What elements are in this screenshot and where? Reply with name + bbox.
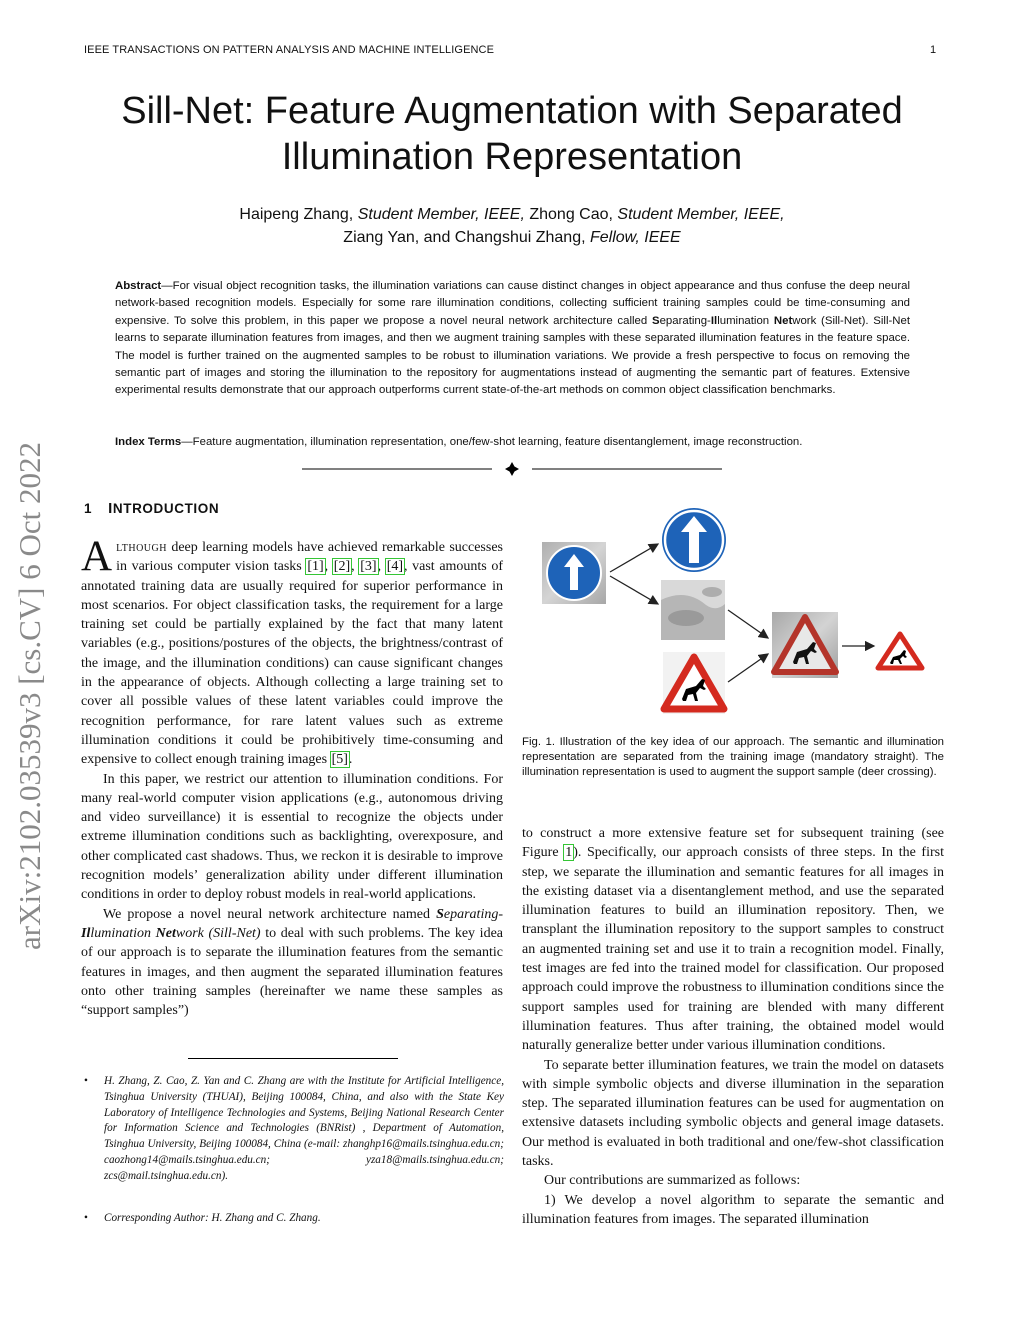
right-text-1a: to construct a more extensive feature set for subsequent training (see Figure [522, 826, 944, 861]
output-deer-sign [878, 634, 922, 668]
right-text-1b: ). Specifically, our approach consists of three steps. In the first step, we separate the illumination and semantic features for all images in the existing dataset via a disentanglement method, and use the separated illumination features to build an illumination repository. Then, we transplant the illumination repository to the support samples to construct an augmented training set and use it to train a recognition model. Finally, test images are fed into the trained model for classification. Our proposed approach could improve the robustness to illumination conditions since the support samples used for training are blended with many different illumination features. Thus after training, the obtained model would naturally generalize better under various illumination conditions. [522, 845, 944, 1054]
intro-text-1a: deep learning models have achieved remarkable successes in various computer vision tasks [116, 540, 503, 575]
left-column [81, 533, 504, 1020]
footnote-bullet-1: • [84, 1075, 88, 1087]
abstract-bold-s: S [651, 314, 660, 327]
right-paragraph-2: To separate better illumination features, we train the model on datasets with simple symbolic objects and diverse illumination in the separation step. The separated illumination features can be used for augmentation on extensive datasets including symbolic objects and general image datasets. Our method is evaluated in both traditional and one/few-shot classification tasks. [522, 1057, 944, 1170]
drop-cap: A [81, 533, 113, 580]
method-name-il: Il [81, 925, 91, 941]
index-terms-label: Index Terms [115, 436, 182, 448]
intro-text-3a: We propose a novel neural network architecture named [103, 906, 437, 922]
method-name-t3: work (Sill-Net) [175, 925, 261, 941]
illumination-feature-patch [661, 580, 725, 640]
intro-text-1c: . [348, 752, 353, 768]
title-line-1: Sill-Net: Feature Augmentation with Separated [121, 90, 903, 132]
method-name-net: Net [155, 925, 176, 941]
method-name-t1: eparating- [443, 906, 503, 922]
abstract-text-3: lumination [717, 314, 774, 327]
abstract [115, 278, 910, 400]
intro-text-1b: , vast amounts of annotated training data are usually required for superior performance in most scenarios. For object classification tasks, the requirement for a large training set could be partially explained by the fact that many latent variables (e.g., positions/postures of the objects, the brightness/contrast of the image, and the illumination conditions) can cause significant changes in the appearance of objects. Although collecting a large training set to cover all possible values of these latent variables could improve the recognition performance, for rare latent values such as extreme illumination conditions it could be prohibitively time-consuming and expensive to collect enough training images [81, 559, 504, 768]
right-column [522, 824, 944, 1229]
abstract-text-2: eparating- [659, 314, 711, 327]
intro-paragraph-2: In this paper, we restrict our attention to illumination conditions. For many real-world computer vision applications (e.g., autonomous driving and video surveillance) it is essential to recognize the objects under extreme illumination conditions such as backlighting, overexposure, and other complicated cast shadows. Thus, we reckon it is desirable to improve recognition models’ generalization ability under different illumination conditions in order to deploy robust models in real-world applications. [81, 771, 503, 903]
paper-title [60, 88, 964, 180]
method-name-t2: lumination [90, 925, 156, 941]
right-paragraph-4: 1) We develop a novel algorithm to separate the semantic and illumination features from images. The separated illumination [522, 1192, 944, 1227]
footnote-bullet-2: • [84, 1212, 88, 1224]
page-number: 1 [930, 44, 937, 56]
right-paragraph-3: Our contributions are summarized as follows: [544, 1173, 801, 1189]
author-1: Haipeng Zhang, [239, 206, 358, 223]
arrow-to-semantic [610, 544, 658, 572]
augmented-sample-sign [772, 612, 838, 678]
index-terms-text: —Feature augmentation, illumination representation, one/few-shot learning, feature disentanglement, image reconstruction. [181, 436, 803, 448]
abstract-text-1: —For visual object recognition tasks, the illumination variations can cause distinct changes in object appearance and thus confuse the deep neural network-based recognition models. Especially for some rare illumination conditions, collecting sufficient training samples could be time-consuming and expensive. To solve this problem, in this paper we propose a novel neural network architecture called [115, 280, 910, 327]
author-1-role: Student Member, IEEE, [357, 206, 525, 223]
index-terms [115, 434, 925, 451]
citation-4[interactable]: [4] [386, 559, 404, 575]
author-line-2 [84, 226, 940, 249]
intro-paragraph-3 [81, 905, 503, 1021]
arrow-to-illumination [610, 576, 658, 604]
section-number: 1 [84, 501, 93, 516]
figure-1-caption: Fig. 1. Illustration of the key idea of our approach. The semantic and illumination representation are separated from the training image (mandatory straight). The illumination representation is used to augment the support sample (deer crossing). [522, 736, 944, 779]
abstract-bold-net: Net [773, 314, 793, 327]
abstract-text-4: work (Sill-Net). Sill-Net learns to separate illumination features from images, and then we augment training samples with these separated illumination features in the feature space. The model is further trained on the augmented samples to be robust to illumination variations. We provide a fresh perspective to focus on removing the semantic part of images and storing the illumination to the repository for augmentations instead of augmenting the semantic part of features. Extensive experimental results demonstrate that our approach outperforms current state-of-the-art methods on common object classification benchmarks. [115, 314, 910, 397]
section-title-rest: NTRODUCTION [112, 501, 220, 516]
abstract-label: Abstract [115, 280, 162, 292]
footnote-affiliations [84, 1074, 504, 1185]
support-sample-deer-sign [663, 652, 725, 714]
figure-1-link[interactable]: 1 [565, 845, 573, 861]
figure-1 [536, 500, 956, 725]
section-divider [302, 462, 722, 476]
arrow-support-to-augmented [728, 654, 768, 682]
author-2: Zhong Cao, [524, 206, 618, 223]
citation-2[interactable]: [2] [333, 559, 351, 575]
lead-in: lthough [116, 540, 167, 555]
abstract-bold-il: Il [710, 314, 718, 327]
citation-5[interactable]: [5] [331, 752, 348, 768]
arxiv-stamp: arXiv:2102.03539v3 [cs.CV] 6 Oct 2022 [12, 442, 47, 950]
semantic-feature-sign [662, 508, 726, 572]
section-title-initial: I [108, 500, 113, 517]
right-paragraph-1 [522, 824, 944, 1056]
arrow-illumination-to-augmented [728, 610, 768, 638]
footnote-rule [188, 1058, 398, 1059]
footnote-corresponding-text: Corresponding Author: H. Zhang and C. Zhang. [104, 1212, 321, 1224]
running-header: IEEE TRANSACTIONS ON PATTERN ANALYSIS AND MACHINE INTELLIGENCE [84, 44, 495, 56]
training-image-straight-sign [542, 542, 606, 604]
author-list [84, 203, 940, 249]
intro-text-3b: to deal with such problems. The key idea of our approach is to separate the illumination features from the semantic features in images, and then augment the separated illumination features onto other training samples (hereinafter we name these samples as “support samples”) [81, 925, 503, 1019]
citation-1[interactable]: [1] [307, 559, 324, 575]
section-heading [84, 500, 219, 517]
divider-diamond-icon [505, 462, 519, 476]
author-3-4: Ziang Yan, and Changshui Zhang, [343, 229, 590, 246]
citation-3[interactable]: [3] [360, 559, 377, 575]
title-line-2: Illumination Representation [281, 136, 743, 178]
footnote-affiliations-text: H. Zhang, Z. Cao, Z. Yan and C. Zhang are with the Institute for Artificial Intelligence, Tsinghua University (THUAI), Beijing 100084, China, and also with the State Key Laboratory of Intelligence Technologies and Systems, Beijing National Research Center for Information Science and Technologies (BNRist) , Department of Automation, Tsinghua University, Beijing 100084, China (e-mail: zhanghp16@mails.tsinghua.edu.cn; caozhong14@mails.tsinghua.edu.cn; yza18@mails.tsinghua.edu.cn; zcs@mail.tsinghua.edu.cn). [104, 1075, 504, 1182]
author-2-role: Student Member, IEEE, [617, 206, 785, 223]
method-name-s: S [436, 906, 444, 922]
footnote-corresponding [84, 1211, 504, 1227]
author-4-role: Fellow, IEEE [590, 229, 681, 246]
author-line-1 [84, 203, 940, 226]
intro-paragraph-1: Although deep learning models have achieved remarkable successes in various computer vision tasks [1], [2], [3], [4], vast amounts of annotated training data are usually required for superior performance in most scenarios. For object classification tasks, the requirement for a large training set could be partially explained by the fact that many latent variables (e.g., positions/postures of the objects, the brightness/contrast of the image, and the illumination conditions) can cause significant changes in the appearance of objects. Although collecting a large training set to cover all possible values of these latent variables could improve the recognition performance, for rare latent values such as extreme illumination conditions it could be prohibitively time-consuming and expensive to collect enough training images [5]. [81, 533, 504, 768]
